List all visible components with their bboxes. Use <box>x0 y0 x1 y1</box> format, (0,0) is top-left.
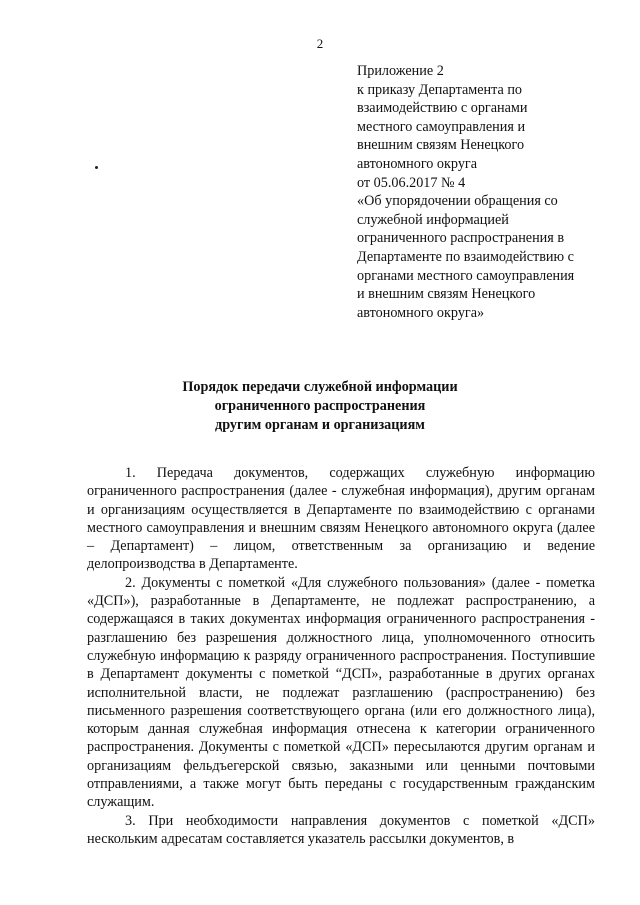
appendix-line: автономного округа» <box>357 304 485 321</box>
appendix-line: органами местного самоуправления <box>357 267 575 284</box>
paragraph-1: 1. Передача документов, содержащих служебную информацию ограниченного распространения (далее - служебная информация), другим органам и организациям осуществляется в Департаменте по взаимодействию с органами местного самоуправления и внешним связям Ненецкого автономного округа (далее – Департамент) – лицом, ответственным за организацию и ведение делопроизводства в Департаменте. <box>87 465 595 573</box>
appendix-line: взаимодействию с органами <box>357 100 528 117</box>
appendix-line: ограниченного распространения в <box>357 230 565 247</box>
title-line: ограниченного распространения <box>214 398 426 414</box>
appendix-line: Департаменте по взаимодействию с <box>357 248 574 265</box>
appendix-line: внешним связям Ненецкого <box>357 137 525 154</box>
appendix-line: Приложение 2 <box>357 63 444 79</box>
document-title <box>0 378 640 435</box>
appendix-line: автономного округа <box>357 155 478 172</box>
title-line: Порядок передачи служебной информации <box>182 379 458 395</box>
paragraph-3: 3. При необходимости направления документов с пометкой «ДСП» нескольким адресатам составляется указатель рассылки документов, в <box>87 812 595 847</box>
appendix-line: от 05.06.2017 № 4 <box>357 174 466 191</box>
appendix-line: к приказу Департамента по <box>357 81 523 98</box>
appendix-line: местного самоуправления и <box>357 118 526 135</box>
appendix-line: «Об упорядочении обращения со <box>357 193 558 210</box>
title-line: другим органам и организациям <box>215 417 425 433</box>
document-body <box>87 464 595 848</box>
appendix-line: и внешним связям Ненецкого <box>357 286 536 303</box>
page-number: 2 <box>316 36 324 51</box>
appendix-block <box>357 62 607 322</box>
paragraph-2: 2. Документы с пометкой «Для служебного пользования» (далее - пометка «ДСП»), разработанные в Департаменте, не подлежат распространению, а содержащаяся в таких документах информация ограниченного распространения - разглашению без разрешения должностного лица, уполномоченного относить служебную информацию к разряду ограниченного распространения. Поступившие в Департамент документы с пометкой “ДСП», разработанные в других органах исполнительной власти, не подлежат разглашению (распространению) без письменного разрешения соответствующего органа (или его должностного лица), которым данная служебная информация отнесена к категории ограниченного распространения. Документы с пометкой «ДСП» пересылаются другим органам и организациям фельдъегерской связью, заказными или ценными почтовыми отправлениями, а также могут быть переданы с государственным гражданским служащим. <box>87 574 595 811</box>
appendix-line: служебной информацией <box>357 211 509 228</box>
scan-dot <box>95 166 98 169</box>
